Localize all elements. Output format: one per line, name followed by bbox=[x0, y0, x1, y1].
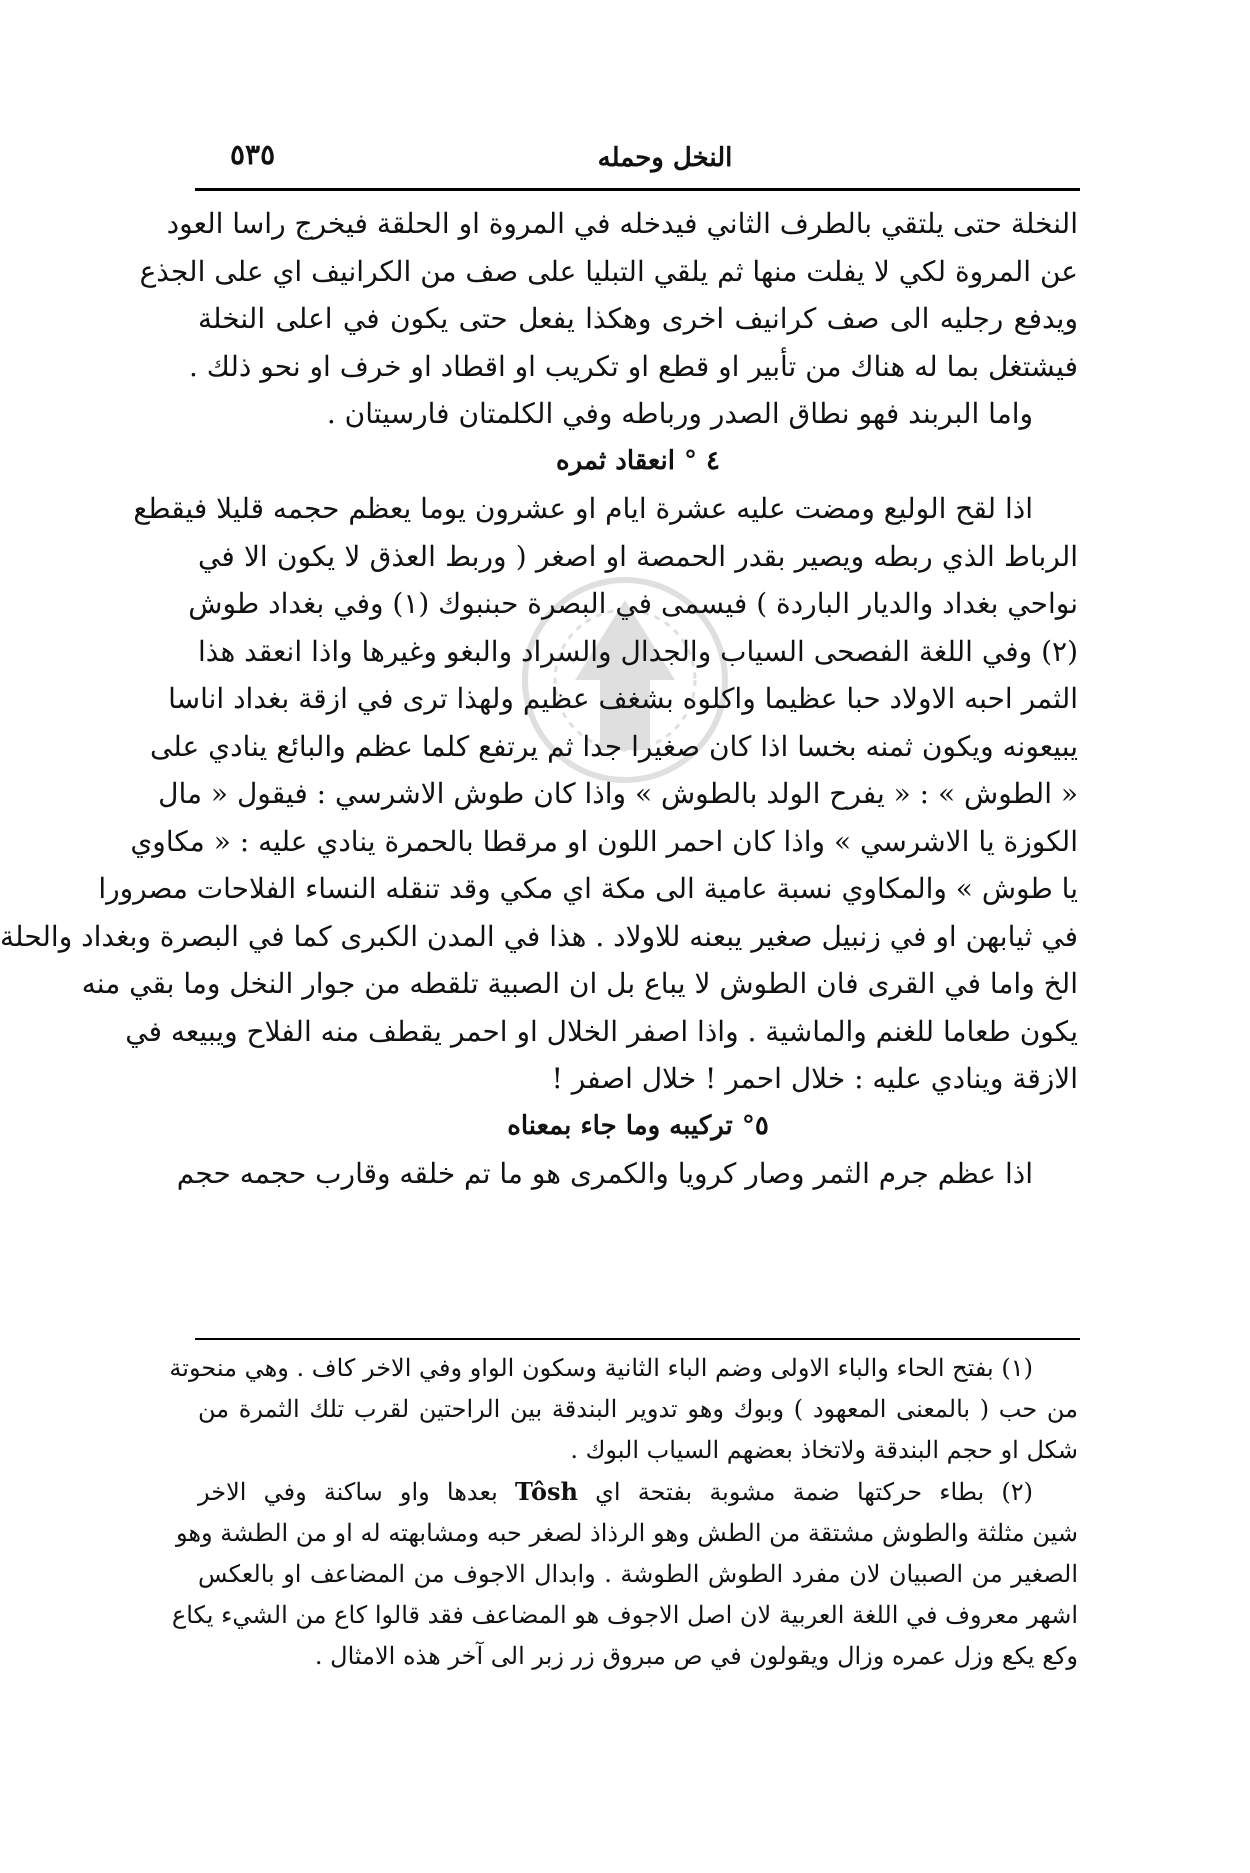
text-line: يا طوش » والمكاوي نسبة عامية الى مكة اي مكي وقد تنقله النساء الفلاحات مصرورا bbox=[98, 872, 1078, 905]
footnote-line: شكل او حجم البندقة ولاتخاذ بعضهم السياب البوك . bbox=[570, 1436, 1078, 1464]
footnote-line: وكع يكع وزل عمره وزال ويقولون في ص مبروق زر زبر الى آخر هذه الامثال . bbox=[314, 1642, 1078, 1670]
text-line: الازقة وينادي عليه : خلال احمر ! خلال اصفر ! bbox=[551, 1062, 1078, 1095]
page-header bbox=[230, 128, 1100, 188]
text-line: اذا لقح الوليع ومضت عليه عشرة ايام او عشرون يوما يعظم حجمه قليلا فيقطع bbox=[133, 492, 1033, 525]
footnote-line: من حب ( بالمعنى المعهود ) وبوك وهو تدوير البندقة بين الراحتين لقرب تلك الثمرة من bbox=[198, 1395, 1078, 1423]
latin-transliteration: Tôsh bbox=[514, 1477, 578, 1506]
text-line: الكوزة يا الاشرسي » واذا كان احمر اللون او مرقطا بالحمرة ينادي عليه : « مكاوي bbox=[130, 824, 1078, 858]
paragraph-composition bbox=[176, 1150, 1078, 1198]
text-line: الرباط الذي ربطه ويصير بقدر الحمصة او اصغر ( وربط العذق لا يكون الا في bbox=[198, 539, 1078, 573]
paragraph-fruit-setting bbox=[0, 485, 1078, 1103]
text-line: عن المروة لكي لا يفلت منها ثم يلقي التبليا على صف من الكرانيف اي على الجذع bbox=[139, 254, 1078, 288]
footnote-line: (١) بفتح الحاء والباء الاولى وضم الباء الثانية وسكون الواو وفي الاخر كاف . وهي منحوتة bbox=[169, 1354, 1033, 1382]
header-rule bbox=[195, 188, 1080, 191]
footnotes bbox=[169, 1348, 1079, 1677]
text-line: في ثيابهن او في زنبيل صغير يبعنه للاولاد . هذا في المدن الكبرى كما في البصرة وبغداد والحلة bbox=[0, 919, 1078, 953]
paragraph-barband bbox=[198, 390, 1078, 438]
footnote-text: بعدها واو ساكنة وفي الاخر bbox=[198, 1478, 498, 1506]
running-title: النخل وحمله bbox=[597, 143, 733, 173]
text-line: واما البربند فهو نطاق الصدر ورباطه وفي الكلمتان فارسيتان . bbox=[326, 397, 1033, 430]
text-line: الخ واما في القرى فان الطوش لا يباع بل ان الصبية تلقطه من جوار النخل وما بقي منه bbox=[81, 967, 1078, 1000]
footnote-rule bbox=[195, 1338, 1080, 1340]
text-line: فيشتغل بما له هناك من تأبير او قطع او تكريب او اقطاد او خرف او نحو ذلك . bbox=[189, 349, 1078, 383]
section-heading-composition: ٥° تركيبه وما جاء بمعناه bbox=[507, 1110, 769, 1141]
footnote-line: الصغير من الصبيان لان مفرد الطوش الطوشة . وابدال الاجوف من المضاعف او بالعكس bbox=[198, 1560, 1079, 1588]
footnote-1 bbox=[169, 1348, 1078, 1471]
text-line: النخلة حتى يلتقي بالطرف الثاني فيدخله في المروة او الحلقة فيخرج راسا العود bbox=[166, 207, 1078, 240]
footnote-line: شين مثلثة والطوش مشتقة من الطش وهو الرذاذ لصغر حبه ومشابهته له او من الطشة وهو bbox=[175, 1519, 1078, 1547]
text-line: نواحي بغداد والديار الباردة ) فيسمى في البصرة حبنبوك (١) وفي بغداد طوش bbox=[188, 587, 1078, 620]
text-line: الثمر احبه الاولاد حبا عظيما واكلوه بشغف عظيم ولهذا ترى في ازقة بغداد اناسا bbox=[168, 682, 1078, 715]
text-line: ويدفع رجليه الى صف كرانيف اخرى وهكذا يفعل حتى يكون في اعلى النخلة bbox=[198, 302, 1078, 335]
text-line: يبيعونه ويكون ثمنه بخسا اذا كان صغيرا جدا ثم يرتفع كلما عظم والبائع ينادي على bbox=[149, 729, 1078, 763]
footnote-2 bbox=[171, 1471, 1079, 1677]
section-heading-fruit-setting: ٤ ° انعقاد ثمره bbox=[555, 445, 720, 476]
footnote-line: اشهر معروف في اللغة العربية لان اصل الاجوف هو المضاعف فقد قالوا كاع من الشيء يكاع bbox=[171, 1601, 1078, 1629]
text-line: اذا عظم جرم الثمر وصار كرويا والكمرى هو ما تم خلقه وقارب حجمه حجم bbox=[176, 1157, 1033, 1190]
text-line: يكون طعاما للغنم والماشية . واذا اصفر الخلال او احمر يقطف منه الفلاح ويبيعه في bbox=[125, 1014, 1078, 1048]
text-line: (٢) وفي اللغة الفصحى السياب والجدال والسراد والبغو وغيرها واذا انعقد هذا bbox=[198, 634, 1078, 668]
text-line: « الطوش » : « يفرح الولد بالطوش » واذا كان طوش الاشرسي : فيقول « مال bbox=[158, 777, 1078, 810]
paragraph-climbing bbox=[139, 200, 1078, 390]
main-text bbox=[0, 200, 1078, 1198]
footnote-text: (٢) بطاء حركتها ضمة مشوبة بفتحة اي bbox=[595, 1478, 1033, 1506]
footnote-line bbox=[198, 1471, 1078, 1513]
page-number: ٥٣٥ bbox=[230, 138, 276, 171]
